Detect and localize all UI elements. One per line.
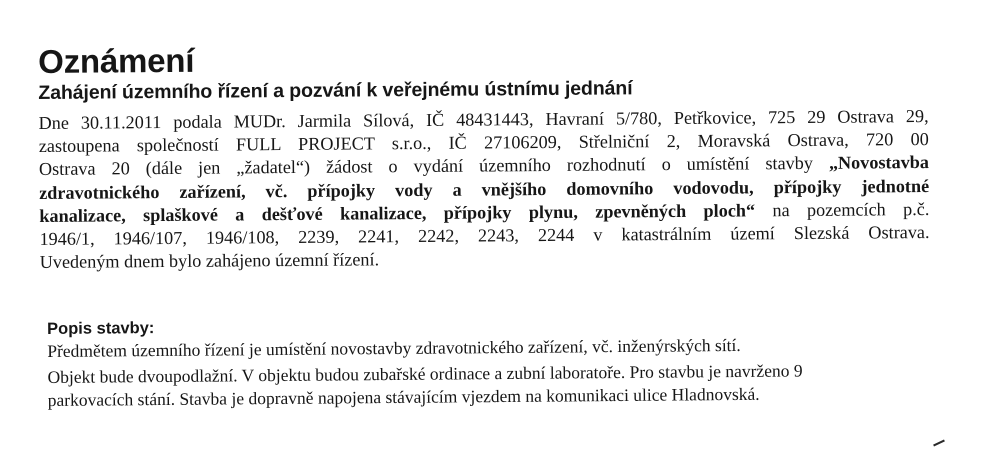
- intro-line-1: Dne 30.11.2011 podala MUDr. Jarmila Sílová, IČ 48431443, Havraní 5/780, Petřkovice, 725 29 Ostrava 29,: [38, 106, 929, 133]
- section-heading: Popis stavby:: [47, 319, 155, 338]
- description-line-2: Objekt bude dvoupodlažní. V objektu budou zubařské ordinace a zubní laboratoře. Pro stavbu je navrženo 9: [47, 360, 803, 387]
- intro-line-2: zastoupena společností FULL PROJECT s.r.o., IČ 27106209, Střelniční 2, Moravská Ostrava, 720 00: [38, 129, 929, 157]
- project-name-end: kanalizace, splaškové a dešťové kanalizace, přípojky plynu, zpevněných ploch“: [39, 200, 756, 226]
- intro-line-6: 1946/1, 1946/107, 1946/108, 2239, 2241, 2242, 2243, 2244 v katastrálním území Slezská Ostrava.: [39, 222, 930, 250]
- description-line-1: Předmětem územního řízení je umístění novostavby zdravotnického zařízení, vč. inženýrských sítí.: [47, 334, 741, 361]
- description-line-3: parkovacích stání. Stavba je dopravně napojena stávajícím vjezdem na komunikaci ulice Hladnovská.: [47, 383, 760, 410]
- document-title: Oznámení: [37, 41, 195, 80]
- description-section: [47, 310, 938, 412]
- project-name-middle: zdravotnického zařízení, vč. přípojky vody a vnějšího domovního vodovodu, přípojky jednotné: [39, 175, 930, 203]
- intro-paragraph: [39, 105, 930, 274]
- announcement-block: [38, 37, 930, 274]
- scan-mark: [933, 440, 945, 447]
- project-name-start: „Novostavba: [828, 152, 930, 174]
- intro-line-7: Uvedeným dnem bylo zahájeno územní řízení.: [39, 249, 380, 273]
- intro-line-5-text: na pozemcích p.č.: [772, 198, 930, 221]
- intro-line-3-text: Ostrava 20 (dále jen „žadatel“) žádost o vydání územního rozhodnutí o umístění stavby: [38, 153, 813, 180]
- document-subtitle: Zahájení územního řízení a pozvání k veřejnému ústnímu jednání: [38, 77, 633, 104]
